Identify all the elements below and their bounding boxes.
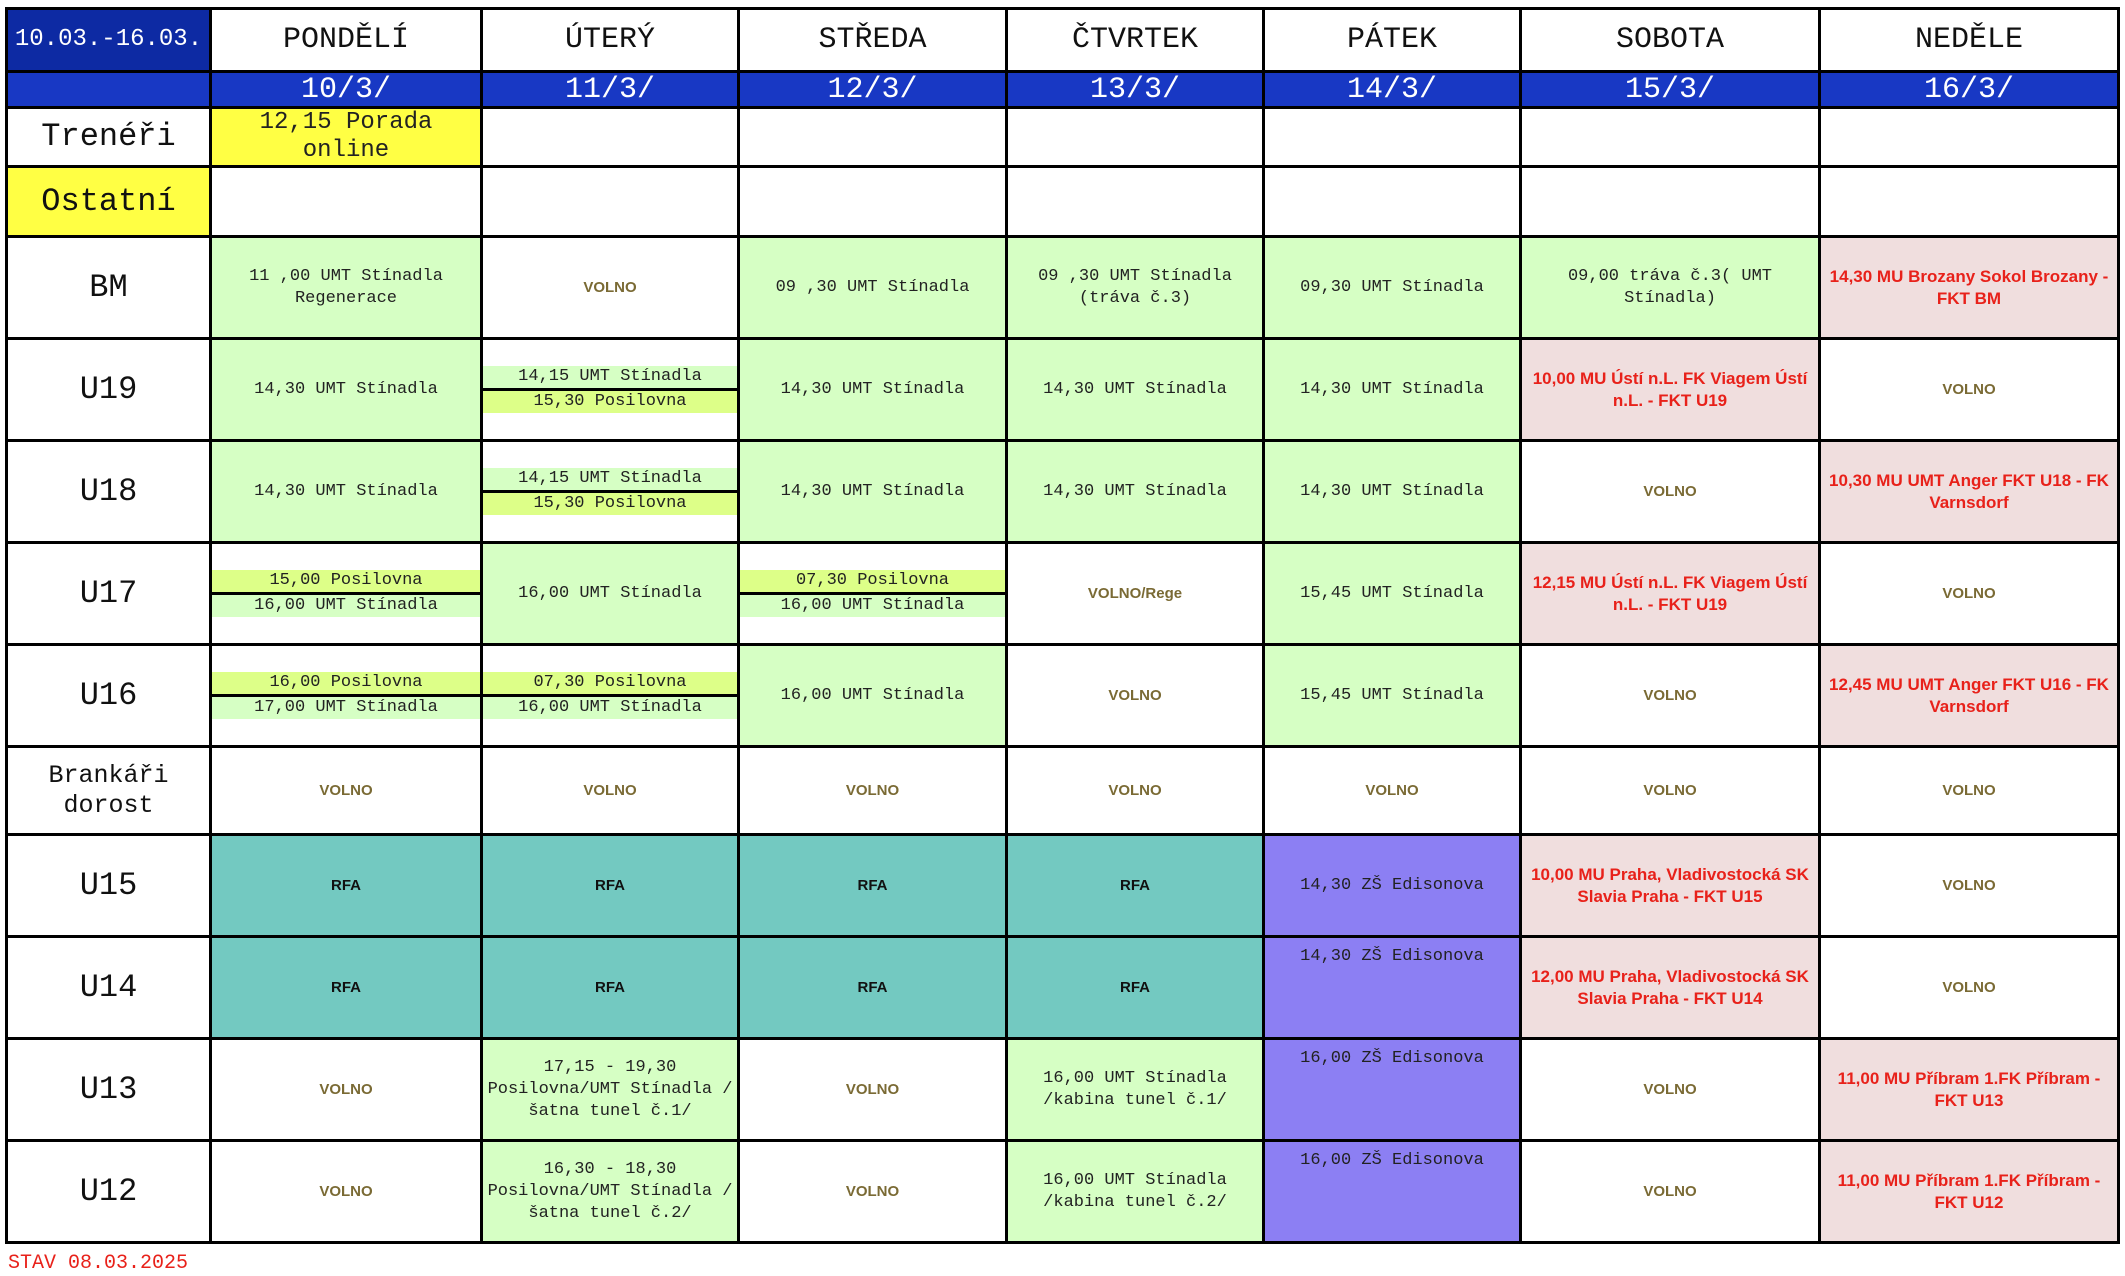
cell-u14-mon: RFA [211,937,482,1039]
cell-u19-tue-second: 15,30 Posilovna [483,388,737,413]
cell-u12-sun: 11,00 MU Příbram 1.FK Příbram - FKT U12 [1820,1141,2119,1243]
cell-u16-mon [211,645,482,747]
cell-u18-tue-second: 15,30 Posilovna [483,490,737,515]
cell-u18-tue-first: 14,15 UMT Stínadla [483,468,737,490]
cell-u15-tue: RFA [482,835,739,937]
cell-u18-mon: 14,30 UMT Stínadla [211,441,482,543]
row-label-u18: U18 [7,441,211,543]
cell-u17-wed-first: 07,30 Posilovna [740,570,1005,592]
cell-u18-tue [482,441,739,543]
cell-u17-mon-second: 16,00 UMT Stínadla [212,592,480,617]
cell-u12-fri: 16,00 ZŠ Edisonova [1264,1141,1521,1243]
date-sat: 15/3/ [1521,72,1820,108]
cell-u19-sat: 10,00 MU Ústí n.L. FK Viagem Ústí n.L. - FKT U19 [1521,339,1820,441]
cell-u18-wed: 14,30 UMT Stínadla [739,441,1007,543]
cell-u17-fri: 15,45 UMT Stínadla [1264,543,1521,645]
cell-u14-sat: 12,00 MU Praha, Vladivostocká SK Slavia Praha - FKT U14 [1521,937,1820,1039]
date-thu: 13/3/ [1007,72,1264,108]
cell-u19-tue-first: 14,15 UMT Stínadla [483,366,737,388]
cell-treneri-mon: 12,15 Porada online [211,108,482,167]
cell-ostatni-thu [1007,167,1264,237]
cell-u15-fri: 14,30 ZŠ Edisonova [1264,835,1521,937]
cell-u14-sun: VOLNO [1820,937,2119,1039]
schedule-table [5,7,2120,1244]
date-sun: 16/3/ [1820,72,2119,108]
cell-treneri-fri [1264,108,1521,167]
cell-u17-wed-second: 16,00 UMT Stínadla [740,592,1005,617]
cell-u12-tue: 16,30 - 18,30 Posilovna/UMT Stínadla /šatna tunel č.2/ [482,1141,739,1243]
cell-ostatni-wed [739,167,1007,237]
cell-brankari-wed: VOLNO [739,747,1007,835]
cell-u17-tue: 16,00 UMT Stínadla [482,543,739,645]
cell-brankari-tue: VOLNO [482,747,739,835]
cell-u18-thu: 14,30 UMT Stínadla [1007,441,1264,543]
status-date: STAV 08.03.2025 [8,1252,189,1275]
row-label-brankari: Brankáři dorost [7,747,211,835]
cell-u19-thu: 14,30 UMT Stínadla [1007,339,1264,441]
cell-u13-thu: 16,00 UMT Stínadla /kabina tunel č.1/ [1007,1039,1264,1141]
row-label-u15: U15 [7,835,211,937]
cell-u13-mon: VOLNO [211,1039,482,1141]
cell-u16-sun: 12,45 MU UMT Anger FKT U16 - FK Varnsdorf [1820,645,2119,747]
cell-u17-sat: 12,15 MU Ústí n.L. FK Viagem Ústí n.L. - FKT U19 [1521,543,1820,645]
cell-u16-fri: 15,45 UMT Stínadla [1264,645,1521,747]
date-tue: 11/3/ [482,72,739,108]
cell-bm-tue: VOLNO [482,237,739,339]
cell-u12-mon: VOLNO [211,1141,482,1243]
cell-ostatni-sun [1820,167,2119,237]
cell-u15-mon: RFA [211,835,482,937]
cell-brankari-mon: VOLNO [211,747,482,835]
cell-u17-wed [739,543,1007,645]
cell-ostatni-tue [482,167,739,237]
cell-u12-wed: VOLNO [739,1141,1007,1243]
cell-u13-tue: 17,15 - 19,30 Posilovna/UMT Stínadla /šatna tunel č.1/ [482,1039,739,1141]
row-label-u14: U14 [7,937,211,1039]
cell-bm-thu: 09 ,30 UMT Stínadla (tráva č.3) [1007,237,1264,339]
cell-u18-sat: VOLNO [1521,441,1820,543]
cell-u14-wed: RFA [739,937,1007,1039]
row-label-bm: BM [7,237,211,339]
cell-brankari-thu: VOLNO [1007,747,1264,835]
date-wed: 12/3/ [739,72,1007,108]
cell-u16-tue [482,645,739,747]
cell-brankari-fri: VOLNO [1264,747,1521,835]
cell-u17-sun: VOLNO [1820,543,2119,645]
cell-u13-sat: VOLNO [1521,1039,1820,1141]
cell-u13-sun: 11,00 MU Příbram 1.FK Příbram - FKT U13 [1820,1039,2119,1141]
cell-u15-thu: RFA [1007,835,1264,937]
week-range: 10.03.-16.03. [7,9,211,72]
cell-u16-sat: VOLNO [1521,645,1820,747]
cell-u17-mon [211,543,482,645]
cell-u16-thu: VOLNO [1007,645,1264,747]
cell-treneri-thu [1007,108,1264,167]
row-label-ostatni: Ostatní [7,167,211,237]
day-header-fri: PÁTEK [1264,9,1521,72]
day-header-sat: SOBOTA [1521,9,1820,72]
cell-u13-fri: 16,00 ZŠ Edisonova [1264,1039,1521,1141]
cell-u19-sun: VOLNO [1820,339,2119,441]
cell-u14-thu: RFA [1007,937,1264,1039]
cell-u12-sat: VOLNO [1521,1141,1820,1243]
cell-u16-mon-first: 16,00 Posilovna [212,672,480,694]
cell-u15-sun: VOLNO [1820,835,2119,937]
cell-u16-tue-second: 16,00 UMT Stínadla [483,694,737,719]
date-corner [7,72,211,108]
day-header-wed: STŘEDA [739,9,1007,72]
day-header-tue: ÚTERÝ [482,9,739,72]
cell-u18-sun: 10,30 MU UMT Anger FKT U18 - FK Varnsdorf [1820,441,2119,543]
cell-u13-wed: VOLNO [739,1039,1007,1141]
cell-u16-wed: 16,00 UMT Stínadla [739,645,1007,747]
cell-u19-tue [482,339,739,441]
row-label-u16: U16 [7,645,211,747]
cell-u16-mon-second: 17,00 UMT Stínadla [212,694,480,719]
cell-u15-sat: 10,00 MU Praha, Vladivostocká SK Slavia Praha - FKT U15 [1521,835,1820,937]
cell-u15-wed: RFA [739,835,1007,937]
cell-ostatni-fri [1264,167,1521,237]
cell-u19-mon: 14,30 UMT Stínadla [211,339,482,441]
cell-u17-mon-first: 15,00 Posilovna [212,570,480,592]
cell-treneri-tue [482,108,739,167]
cell-treneri-sun [1820,108,2119,167]
cell-bm-sun: 14,30 MU Brozany Sokol Brozany - FKT BM [1820,237,2119,339]
cell-u12-thu: 16,00 UMT Stínadla /kabina tunel č.2/ [1007,1141,1264,1243]
cell-bm-mon: 11 ,00 UMT Stínadla Regenerace [211,237,482,339]
row-label-u12: U12 [7,1141,211,1243]
cell-brankari-sun: VOLNO [1820,747,2119,835]
row-label-treneri: Trenéři [7,108,211,167]
cell-u17-thu: VOLNO/Rege [1007,543,1264,645]
cell-u19-wed: 14,30 UMT Stínadla [739,339,1007,441]
cell-u14-fri: 14,30 ZŠ Edisonova [1264,937,1521,1039]
row-label-u13: U13 [7,1039,211,1141]
day-header-mon: PONDĚLÍ [211,9,482,72]
cell-u16-tue-first: 07,30 Posilovna [483,672,737,694]
cell-bm-fri: 09,30 UMT Stínadla [1264,237,1521,339]
date-mon: 10/3/ [211,72,482,108]
day-header-thu: ČTVRTEK [1007,9,1264,72]
cell-ostatni-sat [1521,167,1820,237]
cell-treneri-sat [1521,108,1820,167]
cell-treneri-wed [739,108,1007,167]
cell-bm-wed: 09 ,30 UMT Stínadla [739,237,1007,339]
cell-u14-tue: RFA [482,937,739,1039]
cell-u19-fri: 14,30 UMT Stínadla [1264,339,1521,441]
row-label-u19: U19 [7,339,211,441]
cell-brankari-sat: VOLNO [1521,747,1820,835]
row-label-u17: U17 [7,543,211,645]
cell-bm-sat: 09,00 tráva č.3( UMT Stínadla) [1521,237,1820,339]
cell-ostatni-mon [211,167,482,237]
date-fri: 14/3/ [1264,72,1521,108]
day-header-sun: NEDĚLE [1820,9,2119,72]
cell-u18-fri: 14,30 UMT Stínadla [1264,441,1521,543]
